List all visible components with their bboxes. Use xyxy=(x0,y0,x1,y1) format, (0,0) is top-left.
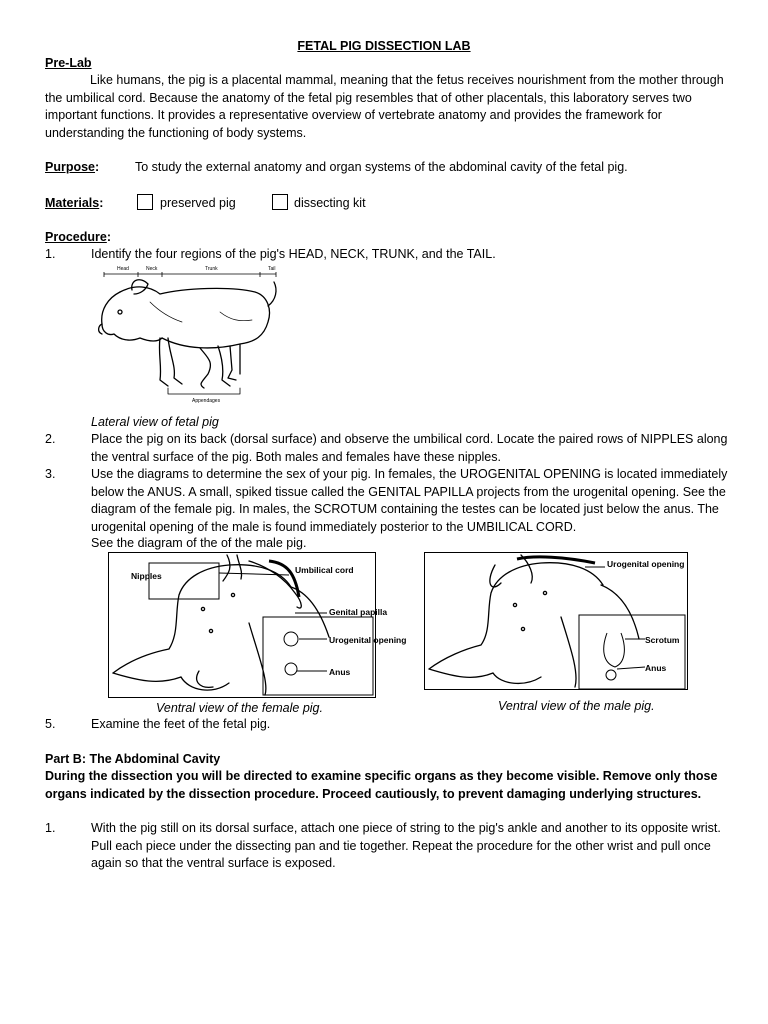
male-pig-figure xyxy=(424,552,688,690)
male-label-urogenital-opening: Urogenital opening xyxy=(607,559,685,569)
purpose-label-text: Purpose xyxy=(45,160,96,174)
female-label-nipples: Nipples xyxy=(131,571,162,581)
step5-text: Examine the feet of the fetal pig. xyxy=(91,717,271,731)
step1-number: 1. xyxy=(45,247,56,261)
male-label-scrotum: Scrotum xyxy=(645,635,680,645)
fig1-label-head: Head xyxy=(117,266,129,272)
procedure-heading-text: Procedure xyxy=(45,230,107,244)
material-preserved-pig: preserved pig xyxy=(160,196,236,210)
female-label-anus: Anus xyxy=(329,667,351,677)
step3-text: Use the diagrams to determine the sex of your pig. In females, the UROGENITAL OPENING is located immediately below the ANUS. A small, spiked tissue called the GENITAL PAPILLA projects from the urogenital opening. See the diagram of the female pig. In males, the SCROTUM containing the testes can be located just below the anus. The urogenital opening of the male is found immediately posterior to the UMBILICAL CORD. xyxy=(91,467,728,534)
step3-extra-text: See the diagram of the of the male pig. xyxy=(91,536,307,550)
purpose-text: To study the external anatomy and organ systems of the abdominal cavity of the fetal pig. xyxy=(135,160,628,174)
female-label-urogenital-opening: Urogenital opening xyxy=(329,635,407,645)
lateral-pig-figure xyxy=(90,262,290,408)
materials-label: Materials: xyxy=(45,196,104,210)
fig1-label-tail: Tail xyxy=(268,266,276,272)
procedure-heading: Procedure: xyxy=(45,230,112,244)
step2-text: Place the pig on its back (dorsal surface) and observe the umbilical cord. Locate the paired rows of NIPPLES along the ventral surface of the pig. Both males and females have these nipples. xyxy=(91,432,728,464)
prelab-paragraph: Like humans, the pig is a placental mammal, meaning that the fetus receives nourishment from the mother through the umbilical cord. Because the anatomy of the fetal pig resembles that of other placentals, this laboratory serves two important functions. It provides a representative overview of vertebrate anatomy and provides the framework for understanding the functioning of body systems. xyxy=(45,73,724,140)
fig1-label-trunk: Trunk xyxy=(205,266,218,272)
female-figure-caption: Ventral view of the female pig. xyxy=(156,701,323,715)
female-label-umbilical-cord: Umbilical cord xyxy=(295,565,354,575)
step3-number: 3. xyxy=(45,467,56,481)
partb-heading: Part B: The Abdominal Cavity xyxy=(45,752,221,766)
female-pig-figure xyxy=(108,552,407,698)
fig1-caption: Lateral view of fetal pig xyxy=(91,415,219,429)
material-dissecting-kit: dissecting kit xyxy=(294,196,366,210)
checkbox-preserved-pig[interactable] xyxy=(137,194,153,210)
step5-number: 5. xyxy=(45,717,56,731)
purpose-label: Purpose: xyxy=(45,160,100,174)
materials-label-text: Materials xyxy=(45,196,100,210)
prelab-heading: Pre-Lab xyxy=(45,56,92,70)
fig1-label-neck: Neck xyxy=(146,266,158,272)
female-label-genital-papilla: Genital papilla xyxy=(329,607,388,617)
step2-number: 2. xyxy=(45,432,56,446)
partb-step1-number: 1. xyxy=(45,821,56,835)
page-title: FETAL PIG DISSECTION LAB xyxy=(297,39,471,53)
checkbox-dissecting-kit[interactable] xyxy=(272,194,288,210)
partb-paragraph: During the dissection you will be directed to examine specific organs as they become visible. Remove only those organs indicated by the dissection procedure. Proceed cautiously, to prevent damaging underlying structures. xyxy=(45,769,718,801)
male-label-anus: Anus xyxy=(645,663,667,673)
step1-text: Identify the four regions of the pig's HEAD, NECK, TRUNK, and the TAIL. xyxy=(91,247,496,261)
male-figure-caption: Ventral view of the male pig. xyxy=(498,699,655,713)
fig1-label-appendages: Appendages xyxy=(192,398,221,404)
partb-step1-text: With the pig still on its dorsal surface, attach one piece of string to the pig's ankle and another to its opposite wrist. Pull each piece under the dissecting pan and tie together. Repeat the procedure for the other wrist and pull once again so that the ventral surface is exposed. xyxy=(91,821,721,870)
